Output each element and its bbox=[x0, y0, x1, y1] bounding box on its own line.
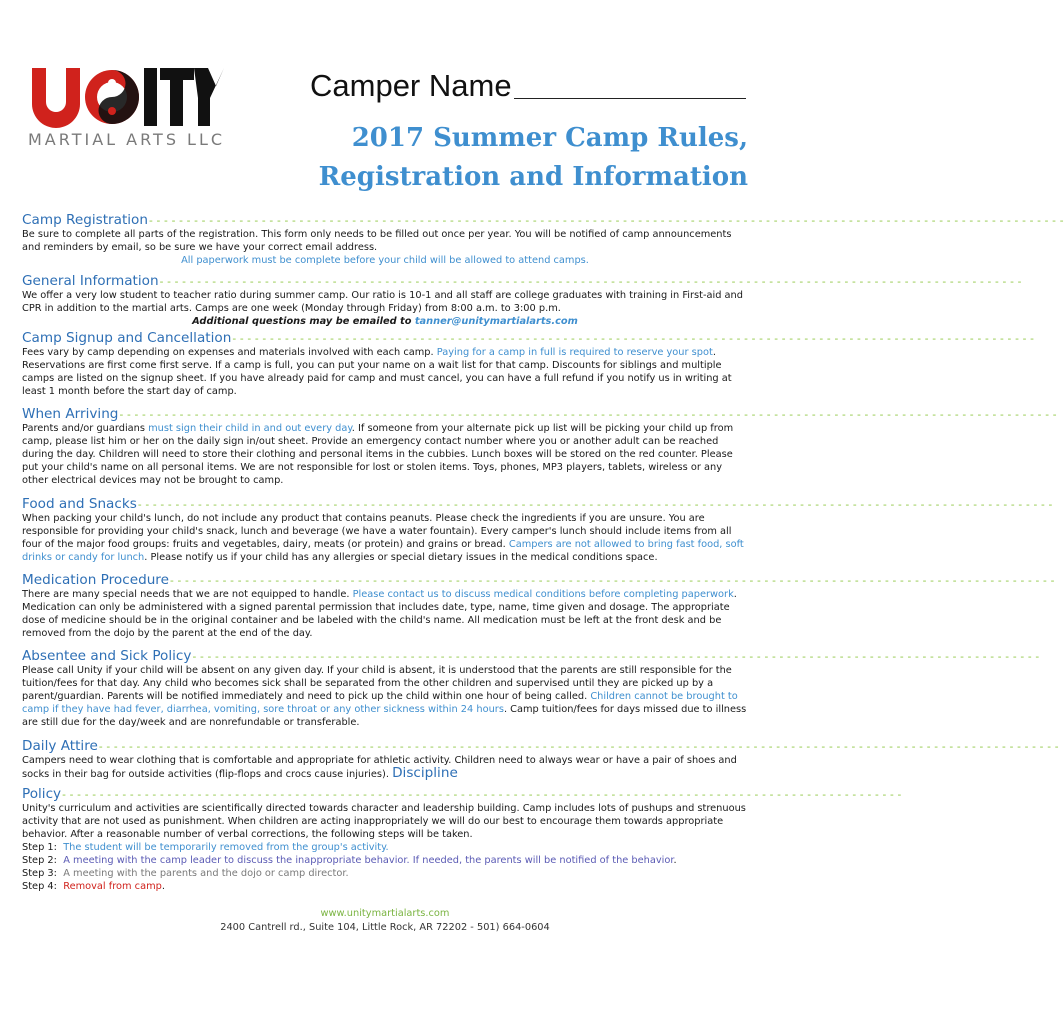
section-registration bbox=[22, 210, 1064, 267]
section-body bbox=[22, 588, 748, 640]
section-daily-attire bbox=[22, 736, 1059, 781]
body-text: . Medication can only be administered with a signed parental permission that includes date, type, name, time given and dosage. The appropriate dose of medicine should be in the original container and be labeled with the child's name. All medication must be left at the front desk and be removed from the dojo by the parent at the end of the day. bbox=[22, 589, 737, 639]
body-text: Campers need to wear clothing that is comfortable and appropriate for athletic activity. Children need to always wear or have a pair of shoes and socks in their bag for outside activities (flip-flops and crocs cause injuries). bbox=[22, 755, 737, 780]
section-body bbox=[22, 664, 748, 729]
body-highlight: Please contact us to discuss medical conditions before completing paperwork bbox=[352, 589, 734, 600]
logo-subtitle: MARTIAL ARTS LLC bbox=[28, 130, 226, 149]
section-body: Unity's curriculum and activities are scientifically directed towards character and leadership building. Camp includes lots of pushups and strenuous activity that are not used as punishment. When children are acting inappropriately we will do our best to encourage them towards appropriate behavior. After a reasonable number of verbal corrections, the following steps will be taken. bbox=[22, 803, 746, 840]
discipline-step-4: Step 4: Removal from camp. bbox=[22, 881, 165, 892]
heading-text: Medication Procedure bbox=[22, 572, 169, 588]
heading-text: When Arriving bbox=[22, 406, 119, 422]
heading-divider: - - - - - - - - - - - - - - - - - - - - - - - - - - - - - - - - - - - - - - - - - - - - - - - - - - - - - - - - - - - - - - - - - - - - - - - - - - - - - - - - - - - - - - - - - - - - - - - - - - - - - - - - - - - - - - - - - bbox=[192, 651, 1040, 663]
section-body bbox=[22, 422, 748, 487]
body-text: Parents and/or guardians bbox=[22, 423, 149, 434]
section-discipline-policy bbox=[22, 784, 902, 893]
section-heading bbox=[22, 210, 1064, 228]
section-absentee-sick bbox=[22, 646, 1040, 729]
section-heading bbox=[22, 570, 1055, 588]
section-heading bbox=[22, 784, 902, 802]
step-label: Step 2: bbox=[22, 855, 57, 866]
section-heading bbox=[22, 404, 1057, 422]
step-text: A meeting with the parents and the dojo or camp director. bbox=[63, 868, 349, 879]
page-title-line2: Registration and Information bbox=[318, 162, 748, 192]
heading-text: Camp Signup and Cancellation bbox=[22, 330, 232, 346]
unity-wordmark-icon bbox=[26, 64, 226, 130]
heading-text: Absentee and Sick Policy bbox=[22, 648, 192, 664]
step-text: The student will be temporarily removed from the group's activity. bbox=[63, 842, 389, 853]
body-text: . Reservations are first come first serve. If a camp is full, you can put your name on a wait list for that camp. Discounts for siblings and multiple camps are listed on the signup sheet. If you have already paid for camp and must cancel, you can have a full refund if you notify us in writing at least 1 month before the start day of camp. bbox=[22, 347, 732, 397]
heading-text: Food and Snacks bbox=[22, 496, 137, 512]
footer-address: 2400 Cantrell rd., Suite 104, Little Rock, AR 72202 - 501) 664-0604 bbox=[220, 922, 550, 933]
body-highlight: must sign their child in and out every day bbox=[148, 423, 352, 434]
section-medication bbox=[22, 570, 1055, 640]
heading-divider: - - - - - - - - - - - - - - - - - - - - - - - - - - - - - - - - - - - - - - - - - - - - - - - - - - - - - - - - - - - - - - - - - - - - - - - - - - - - - - - - - - - - - - - - - - - - - - - - - - - - - - - - - - - - - - - - - - - - - - bbox=[169, 575, 1055, 587]
section-general-information bbox=[22, 271, 1022, 328]
section-note bbox=[22, 315, 748, 328]
discipline-step-1 bbox=[22, 841, 748, 854]
step-text: Removal from camp bbox=[63, 881, 162, 892]
step-label: Step 4: bbox=[22, 881, 57, 892]
section-food-snacks bbox=[22, 494, 1053, 564]
heading-divider: - - - - - - - - - - - - - - - - - - - - - - - - - - - - - - - - - - - - - - - - - - - - - - - - - - - - - - - - - - - - - - - - - - - - - - - - - - - - - - - - - - - - - - - - - - - - - - - - - - - - - - - - - - - - - - - - - - - - - - - - - - bbox=[149, 215, 1064, 227]
heading-divider: - - - - - - - - - - - - - - - - - - - - - - - - - - - - - - - - - - - - - - - - - - - - - - - - - - - - - - - - - - - - - - - - - - - - - - - - - - - - - - - - - - - - - - - - - - - - - - - - - - - - - - - - - - - - - - - - - - - bbox=[159, 276, 1022, 288]
section-heading bbox=[22, 271, 1022, 289]
camper-name-label: Camper Name bbox=[310, 68, 512, 103]
section-heading bbox=[22, 736, 1059, 754]
body-text: . Please notify us if your child has any allergies or special dietary issues in the medical conditions space. bbox=[144, 552, 658, 563]
section-when-arriving bbox=[22, 404, 1057, 487]
section-note: All paperwork must be complete before your child will be allowed to attend camps. bbox=[181, 255, 589, 266]
discipline-heading-part1: Discipline bbox=[392, 765, 458, 781]
heading-divider: - - - - - - - - - - - - - - - - - - - - - - - - - - - - - - - - - - - - - - - - - - - - - - - - - - - - - - - - - - - - - - - - - - - - - - - - - - - - - - - - - - - - - - - - - - - - - - - - - - - - - - - - - - - - - - - - - - - - - - - - - - bbox=[137, 499, 1053, 511]
body-text: Please call Unity if your child will be absent on any given day. If your child is absent, it is understood that the parents are still responsible for the tuition/fees for that day. Any child who becomes sick shall be separated from the other children and supervised until they are picked up by a parent/guardian. Parents will be notified immediately and need to pick up the child within one hour of being called. bbox=[22, 665, 732, 702]
section-heading bbox=[22, 494, 1053, 512]
section-body bbox=[22, 754, 748, 781]
body-text: There are many special needs that we are not equipped to handle. bbox=[22, 589, 353, 600]
body-highlight: Children cannot be brought to camp if they have had fever, diarrhea, vomiting, sore throat or any other sickness within 24 hours bbox=[22, 691, 738, 715]
discipline-step-2: Step 2: A meeting with the camp leader to discuss the inappropriate behavior. If needed, the parents will be notified of the behavior. bbox=[22, 855, 677, 866]
footer-website-link[interactable]: www.unitymartialarts.com bbox=[320, 908, 450, 919]
step-label: Step 1: bbox=[22, 842, 57, 853]
step-label: Step 3: bbox=[22, 868, 57, 879]
section-body: We offer a very low student to teacher ratio during summer camp. Our ratio is 10-1 and all staff are college graduates with training in First-aid and CPR in addition to the martial arts. Camps are one week (Monday through Friday) from 8:00 a.m. to 3:00 p.m. bbox=[22, 290, 743, 314]
body-text: When packing your child's lunch, do not include any product that contains peanuts. Please check the ingredients if you are unsure. You are responsible for providing your child's snack, lunch and beverage (we have a water fountain). Every camper's lunch should include items from all four of the major food groups: fruits and vegetables, dairy, meats (or protein) and grains or bread. bbox=[22, 513, 732, 550]
body-text: . Camp tuition/fees for days missed due to illness are still due for the day/week and are nonrefundable or transferable. bbox=[22, 704, 747, 728]
heading-divider: - - - - - - - - - - - - - - - - - - - - - - - - - - - - - - - - - - - - - - - - - - - - - - - - - - - - - - - - - - - - - - - - - - - - - - - - - - - - - - - - - - - - - - - - - - - - - - - - - - - - - - - - - - - - - - - - bbox=[62, 789, 902, 801]
note-prefix: Additional questions may be emailed to bbox=[192, 316, 415, 327]
section-body bbox=[22, 512, 748, 564]
heading-divider: - - - - - - - - - - - - - - - - - - - - - - - - - - - - - - - - - - - - - - - - - - - - - - - - - - - - - - - - - - - - - - - - - - - - - - - - - - - - - - - - - - - - - - - - - - - - - - - - - - - - - - - - - - - - - - - - - - - - - - - - - - - - - bbox=[119, 409, 1057, 421]
section-heading bbox=[22, 328, 1035, 346]
body-text: . If someone from your alternate pick up list will be picking your child up from camp, please list him or her on the daily sign in/out sheet. Provide an emergency contact number where you or another adult can be reached during the day. Children will need to store their clothing and personal items in the cubbies. Lunch boxes will be stored on the red counter. Please put your child's name on all personal items. We are not responsible for lost or stolen items. Toys, phones, MP3 players, tablets, wireless or any other electrical devices may not be brought to camp. bbox=[22, 423, 734, 486]
discipline-step-3 bbox=[22, 867, 748, 880]
heading-text: Camp Registration bbox=[22, 212, 148, 228]
body-text: Fees vary by camp depending on expenses and materials involved with each camp. bbox=[22, 347, 437, 358]
step-text: A meeting with the camp leader to discuss the inappropriate behavior. If needed, the parents will be notified of the behavior bbox=[63, 855, 674, 866]
heading-text: Daily Attire bbox=[22, 738, 98, 754]
unity-logo bbox=[26, 64, 226, 156]
section-heading bbox=[22, 646, 1040, 664]
heading-text: Policy bbox=[22, 786, 62, 802]
heading-divider: - - - - - - - - - - - - - - - - - - - - - - - - - - - - - - - - - - - - - - - - - - - - - - - - - - - - - - - - - - - - - - - - - - - - - - - - - - - - - - - - - - - - - - - - - - - - - - - - - - - - - - - - - - - bbox=[232, 333, 1035, 345]
body-highlight: Campers are not allowed to bring fast food, soft drinks or candy for lunch bbox=[22, 539, 744, 563]
contact-email-link[interactable]: tanner@unitymartialarts.com bbox=[414, 316, 578, 327]
section-body: Be sure to complete all parts of the registration. This form only needs to be filled out once per year. You will be notified of camp announcements and reminders by email, so be sure we have your correct email address. bbox=[22, 229, 732, 253]
body-highlight: Paying for a camp in full is required to reserve your spot bbox=[436, 347, 713, 358]
section-signup-cancellation bbox=[22, 328, 1035, 398]
page-title-line1: 2017 Summer Camp Rules, bbox=[351, 123, 748, 153]
heading-text: General Information bbox=[22, 273, 159, 289]
camper-name-field-line[interactable] bbox=[514, 98, 746, 99]
section-body bbox=[22, 346, 748, 398]
heading-divider: - - - - - - - - - - - - - - - - - - - - - - - - - - - - - - - - - - - - - - - - - - - - - - - - - - - - - - - - - - - - - - - - - - - - - - - - - - - - - - - - - - - - - - - - - - - - - - - - - - - - - - - - - - - - - - - - - - - - - - - - - - - - - - - - bbox=[98, 741, 1059, 753]
discipline-steps bbox=[22, 841, 748, 893]
